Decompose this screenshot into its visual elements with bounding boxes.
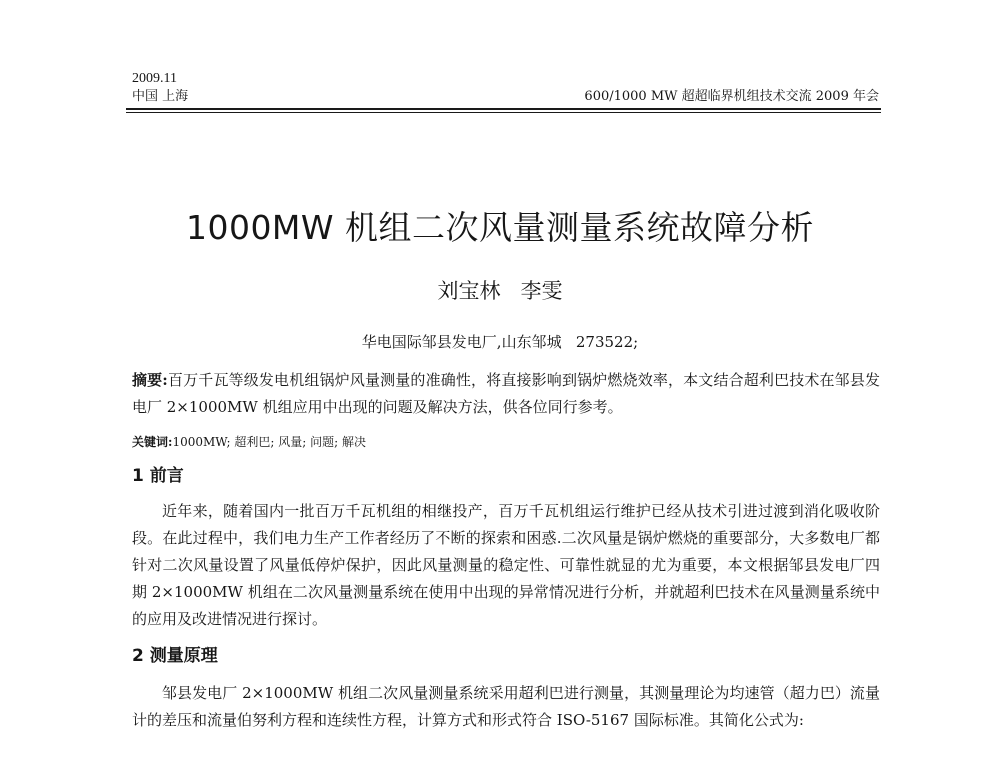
header-location: 中国 上海 — [132, 89, 189, 104]
paper-affiliation: 华电国际邹县发电厂,山东邹城 273522; — [361, 333, 639, 351]
section-heading-introduction: 1 前言 — [132, 466, 184, 486]
abstract — [132, 367, 880, 421]
header-divider-thin — [126, 112, 881, 113]
abstract-label: 摘要: — [132, 371, 168, 389]
header-date: 2009.11 — [132, 71, 177, 86]
abstract-text: 百万千瓦等级发电机组锅炉风量测量的准确性，将直接影响到锅炉燃烧效率，本文结合超利巴技术在邹县发电厂 2×1000MW 机组应用中出现的问题及解决方法，供各位同行参考。 — [132, 371, 880, 416]
keywords-label: 关键词: — [132, 435, 173, 449]
header-conference: 600/1000 MW 超超临界机组技术交流 2009 年会 — [584, 89, 879, 104]
paper-authors: 刘宝林 李雯 — [437, 279, 563, 303]
section-paragraph-introduction: 近年来，随着国内一批百万千瓦机组的相继投产，百万千瓦机组运行维护已经从技术引进过渡到消化吸收阶段。在此过程中，我们电力生产工作者经历了不断的探索和困惑.二次风量是锅炉燃烧的重要部分，大多数电厂都针对二次风量设置了风量低停炉保护，因此风量测量的稳定性、可靠性就显的尤为重要，本文根据邹县发电厂四期 2×1000MW 机组在二次风量测量系统在使用中出现的异常情况进行分析，并就超利巴技术在风量测量系统中的应用及改进情况进行探讨。 — [132, 502, 880, 628]
section-heading-measurement-principle: 2 测量原理 — [132, 646, 218, 666]
keywords — [132, 434, 366, 450]
paper-title: 1000MW 机组二次风量测量系统故障分析 — [185, 208, 815, 247]
section-paragraph-measurement-principle: 邹县发电厂 2×1000MW 机组二次风量测量系统采用超利巴进行测量，其测量理论为均速管（超力巴）流量计的差压和流量伯努利方程和连续性方程，计算方式和形式符合 ISO-5167 国际标准。其简化公式为: — [132, 684, 880, 729]
keywords-text: 1000MW; 超利巴; 风量; 问题; 解决 — [172, 435, 366, 449]
header-divider — [126, 108, 881, 110]
